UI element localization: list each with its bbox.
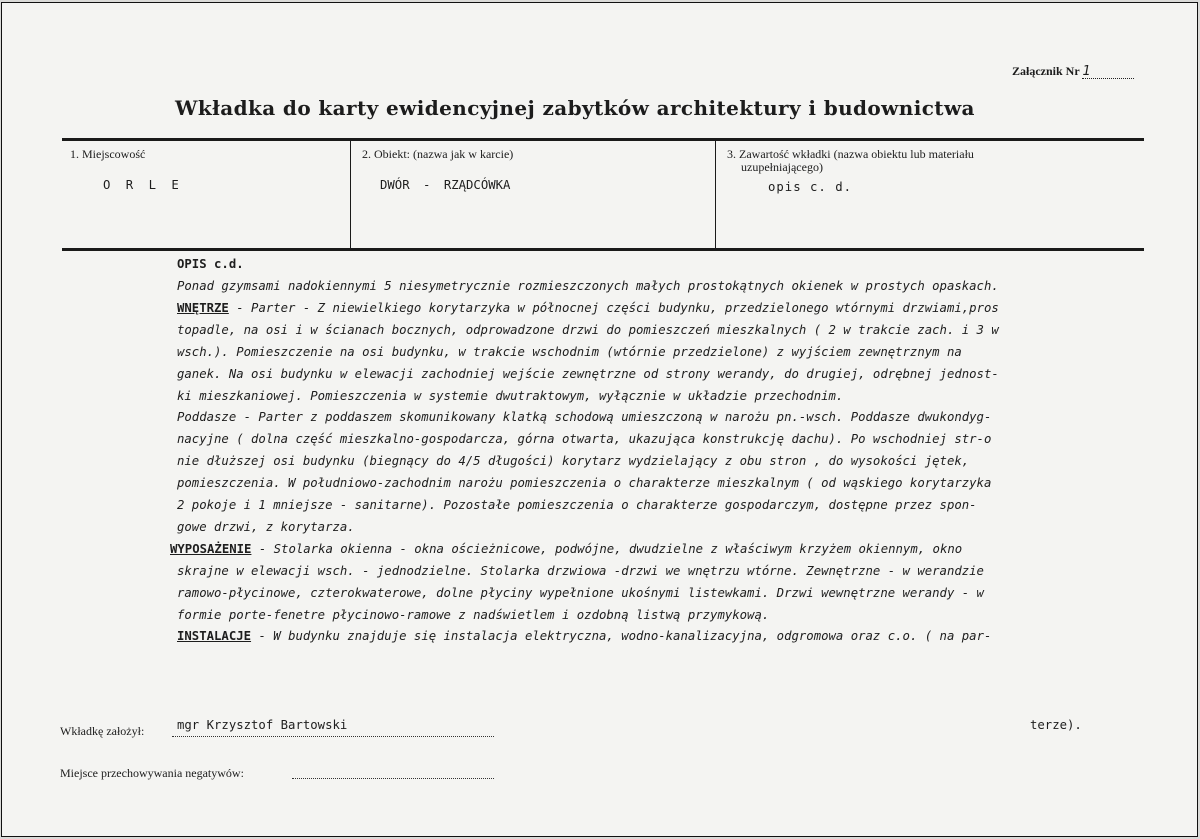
description-line-text: skrajne w elewacji wsch. - jednodzielne. Stolarka drzwiowa -drzwi we wnętrzu wtórne. Zewnętrzne - w werandzie <box>177 564 984 578</box>
description-line <box>177 475 991 491</box>
description-line-text: - Stolarka okienna - okna ościeżnicowe, podwójne, dwudzielne z właściwym krzyżem okiennym, okno <box>251 542 963 556</box>
description-line-text: - Parter - Z niewielkiego korytarzyka w północnej części budynku, przedzielonego wtórnymi drzwiami,pros <box>228 301 999 315</box>
description-line-text: formie porte-fenetre płycinowo-ramowe z nadświetlem i ozdobną listwą przymykową. <box>177 608 770 622</box>
description-line-text: ganek. Na osi budynku w elewacji zachodniej wejście zewnętrzne od strony werandy, do drugiej, odrębnej jednost- <box>177 367 999 381</box>
section-keyword: WYPOSAŻENIE <box>170 542 252 556</box>
author-value: mgr Krzysztof Bartowski <box>177 718 348 732</box>
description-line-text: wsch.). Pomieszczenie na osi budynku, w trakcie wschodnim (wtórnie przedzielone) z wyjściem zewnętrznym na <box>177 345 962 359</box>
description-last-line-tail: terze). <box>1030 718 1082 732</box>
description-line <box>177 409 991 425</box>
description-line <box>177 585 984 601</box>
column-divider-2 <box>715 138 716 250</box>
description-line-text: pomieszczenia. W południowo-zachodnim narożu pomieszczenia o charakterze mieszkalnym ( od wąskiego korytarzyka <box>177 476 992 490</box>
object-label: 2. Obiekt: (nazwa jak w karcie) <box>362 147 514 161</box>
contents-label-cont: uzupełniającego) <box>741 160 823 174</box>
description-line <box>177 278 999 294</box>
body-heading: OPIS c.d. <box>177 257 244 271</box>
annex-number <box>1012 64 1134 79</box>
description-line-text: ki mieszkaniowej. Pomieszczenia w systemie dwutraktowym, wyłącznie w układzie przechodnim. <box>177 389 844 403</box>
author-dotted-line <box>172 736 494 737</box>
header-bottom-rule <box>62 248 1144 251</box>
locality-value: O R L E <box>103 178 183 192</box>
description-line-text: Poddasze - Parter z poddaszem skomunikowany klatką schodową umieszczoną w narożu pn.-wsch. Poddasze dwukondyg- <box>177 410 992 424</box>
annex-label: Załącznik Nr <box>1012 64 1080 78</box>
description-line <box>177 453 969 469</box>
description-line-text: topadle, na osi i w ścianach bocznych, odprowadzone drzwi do pomieszczeń mieszkalnych ( 2 w trakcie zach. i 3 w <box>177 323 999 337</box>
description-line-text: nacyjne ( dolna część mieszkalno-gospodarcza, górna otwarta, ukazująca konstrukcję dachu). Po wschodniej str-o <box>177 432 992 446</box>
contents-label: 3. Zawartość wkładki (nazwa obiektu lub materiału <box>727 147 974 161</box>
description-line <box>177 628 991 644</box>
description-line <box>177 563 984 579</box>
description-line-text: Ponad gzymsami nadokiennymi 5 niesymetrycznie rozmieszczonych małych prostokątnych okienek w prostych opaskach. <box>177 279 999 293</box>
contents-value: opis c. d. <box>768 180 853 194</box>
description-line <box>177 366 999 382</box>
description-line <box>177 322 999 338</box>
description-line-text: ramowo-płycinowe, czterokwaterowe, dolne płyciny wypełnione ukośnymi listewkami. Drzwi wewnętrzne werandy - w <box>177 586 984 600</box>
section-keyword: WNĘTRZE <box>177 301 229 315</box>
description-line-text: gowe drzwi, z korytarza. <box>177 520 355 534</box>
description-line <box>170 541 962 557</box>
author-label: Wkładkę założył: <box>60 724 145 738</box>
description-line <box>177 344 962 360</box>
section-keyword: INSTALACJE <box>177 629 252 643</box>
negatives-label: Miejsce przechowywania negatywów: <box>60 766 244 780</box>
description-line <box>177 300 999 316</box>
description-line-text: nie dłuższej osi budynku (biegnący do 4/5 długości) korytarz wydzielający z obu stron , do wysokości jętek, <box>177 454 970 468</box>
description-line <box>177 519 355 535</box>
negatives-dotted-line <box>292 778 494 779</box>
object-value: DWÓR - RZĄDCÓWKA <box>380 178 511 192</box>
locality-label: 1. Miejscowość <box>70 147 146 161</box>
description-line <box>177 607 769 623</box>
description-line-text: - W budynku znajduje się instalacja elektryczna, wodno-kanalizacyjna, odgromowa oraz c.o. ( na par- <box>251 629 992 643</box>
description-line <box>177 497 977 513</box>
header-top-rule <box>62 138 1144 141</box>
description-line <box>177 431 991 447</box>
description-line-text: 2 pokoje i 1 mniejsze - sanitarne). Pozostałe pomieszczenia o charakterze gospodarczym, dostępne przez spon- <box>177 498 977 512</box>
description-line <box>177 388 843 404</box>
page-title: Wkładka do karty ewidencyjnej zabytków architektury i budownictwa <box>175 96 975 120</box>
annex-number-value: 1 <box>1082 66 1134 79</box>
column-divider-1 <box>350 138 351 250</box>
